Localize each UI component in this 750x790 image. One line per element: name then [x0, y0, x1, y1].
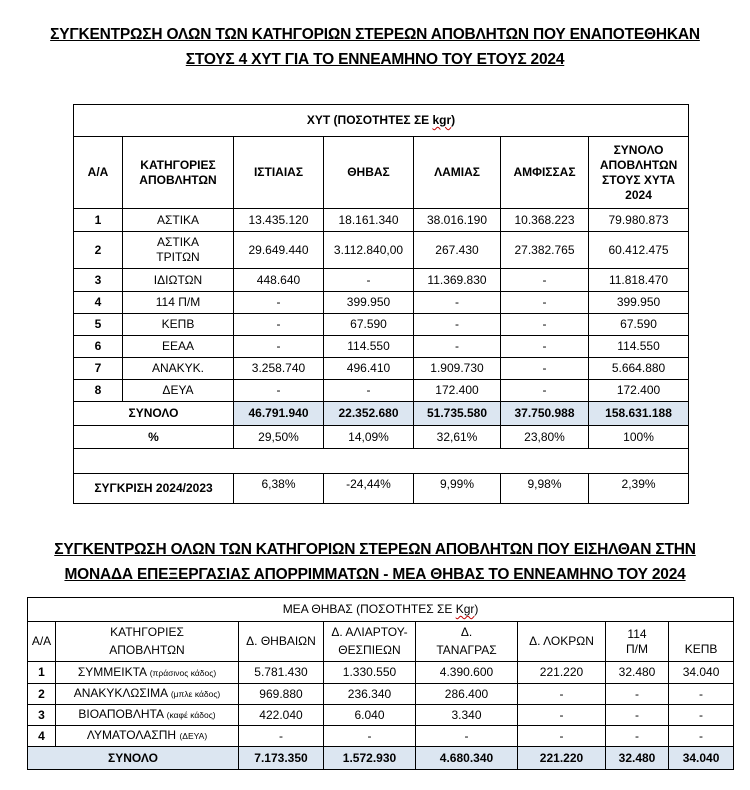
- header-lamias: ΛΑΜΙΑΣ: [414, 137, 501, 209]
- header-amfissas: ΑΜΦΙΣΣΑΣ: [501, 137, 589, 209]
- landfill-waste-table: [73, 104, 689, 504]
- header-aa: Α/Α: [28, 622, 56, 662]
- section2-title: [0, 537, 750, 587]
- section2-title-line1: ΣΥΓΚΕΝΤΡΩΣΗ ΟΛΩΝ ΤΩΝ ΚΑΤΗΓΟΡΙΩΝ ΣΤΕΡΕΩΝ ΑΠΟΒΛΗΤΩΝ ΠΟΥ ΕΙΣΗΛΘΑΝ ΣΤΗΝ: [54, 541, 696, 558]
- table-caption: ΧΥΤ (ΠΟΣΟΤΗΤΕΣ ΣΕ kgr): [74, 105, 689, 137]
- table-row: 4 ΛΥΜΑΤΟΛΑΣΠΗ (ΔΕΥΑ) - - - - - -: [28, 726, 734, 747]
- mea-thivas-waste-table: [27, 597, 734, 770]
- table-row: 1 ΑΣΤΙΚΑ 13.435.120 18.161.340 38.016.190 10.368.223 79.980.873: [74, 209, 689, 232]
- header-row: [74, 137, 689, 209]
- header-row: [28, 622, 734, 662]
- header-category: ΚΑΤΗΓΟΡΙΕΣ ΑΠΟΒΛΗΤΩΝ: [56, 622, 239, 662]
- table-caption: ΜΕΑ ΘΗΒΑΣ (ΠΟΣΟΤΗΤΕΣ ΣΕ Kgr): [28, 598, 734, 622]
- total-row: ΣΥΝΟΛΟ 46.791.940 22.352.680 51.735.580 37.750.988 158.631.188: [74, 402, 689, 426]
- total-row: ΣΥΝΟΛΟ 7.173.350 1.572.930 4.680.340 221.220 32.480 34.040: [28, 747, 734, 770]
- table-row: 4 114 Π/Μ - 399.950 - - 399.950: [74, 292, 689, 314]
- section1-title-line2: ΣΤΟΥΣ 4 ΧΥΤ ΓΙΑ ΤΟ ΕΝΝΕΑΜΗΝΟ ΤΟΥ ΕΤΟΥΣ 2024: [185, 51, 565, 68]
- header-total: ΣΥΝΟΛΟ ΑΠΟΒΛΗΤΩΝ ΣΤΟΥΣ ΧΥΤΑ 2024: [589, 137, 689, 209]
- header-114-pm: 114 Π/Μ: [606, 622, 669, 662]
- table-row: 3 ΒΙΟΑΠΟΒΛΗΤΑ (καφέ κάδος) 422.040 6.040 3.340 - - -: [28, 705, 734, 726]
- unit-kgr: Kgr: [455, 602, 475, 616]
- section2-title-line2: ΜΟΝΑΔΑ ΕΠΕΞΕΡΓΑΣΙΑΣ ΑΠΟΡΡΙΜΜΑΤΩΝ - ΜΕΑ ΘΗΒΑΣ ΤΟ ΕΝΝΕΑΜΗΝΟ ΤΟΥ 2024: [64, 566, 686, 583]
- header-aliartou: Δ. ΑΛΙΑΡΤΟΥ- ΘΕΣΠΙΕΩΝ: [324, 622, 416, 662]
- header-thivaion: Δ. ΘΗΒΑΙΩΝ: [239, 622, 324, 662]
- table-row: 8 ΔΕΥΑ - - 172.400 - 172.400: [74, 380, 689, 402]
- table-row: 2 ΑΣΤΙΚΑ ΤΡΙΤΩΝ 29.649.440 3.112.840,00 267.430 27.382.765 60.412.475: [74, 232, 689, 269]
- table-row: 1 ΣΥΜΜΕΙΚΤΑ (πράσινος κάδος) 5.781.430 1.330.550 4.390.600 221.220 32.480 34.040: [28, 662, 734, 684]
- section1-title: [0, 22, 750, 72]
- table-row: 2 ΑΝΑΚΥΚΛΩΣΙΜΑ (μπλε κάδος) 969.880 236.340 286.400 - - -: [28, 684, 734, 705]
- table-row: 3 ΙΔΙΩΤΩΝ 448.640 - 11.369.830 - 11.818.470: [74, 269, 689, 292]
- percent-row: % 29,50% 14,09% 32,61% 23,80% 100%: [74, 426, 689, 449]
- empty-row: [74, 449, 689, 474]
- unit-kgr: kgr: [432, 113, 452, 127]
- header-lokron: Δ. ΛΟΚΡΩΝ: [518, 622, 606, 662]
- table-caption-row: [74, 105, 689, 137]
- header-tanagras: Δ. ΤΑΝΑΓΡΑΣ: [416, 622, 518, 662]
- header-category: ΚΑΤΗΓΟΡΙΕΣ ΑΠΟΒΛΗΤΩΝ: [123, 137, 234, 209]
- table-row: 7 ΑΝΑΚΥΚ. 3.258.740 496.410 1.909.730 - 5.664.880: [74, 358, 689, 380]
- header-istiaias: ΙΣΤΙΑΙΑΣ: [234, 137, 324, 209]
- header-aa: Α/Α: [74, 137, 123, 209]
- table-caption-row: [28, 598, 734, 622]
- comparison-row: ΣΥΓΚΡΙΣΗ 2024/2023 6,38% -24,44% 9,99% 9,98% 2,39%: [74, 474, 689, 504]
- table-row: 6 ΕΕΑΑ - 114.550 - - 114.550: [74, 336, 689, 358]
- table-row: 5 ΚΕΠΒ - 67.590 - - 67.590: [74, 314, 689, 336]
- section1-title-line1: ΣΥΓΚΕΝΤΡΩΣΗ ΟΛΩΝ ΤΩΝ ΚΑΤΗΓΟΡΙΩΝ ΣΤΕΡΕΩΝ ΑΠΟΒΛΗΤΩΝ ΠΟΥ ΕΝΑΠΟΤΕΘΗΚΑΝ: [50, 26, 700, 43]
- header-kepv: ΚΕΠΒ: [669, 622, 734, 662]
- header-thivas: ΘΗΒΑΣ: [324, 137, 414, 209]
